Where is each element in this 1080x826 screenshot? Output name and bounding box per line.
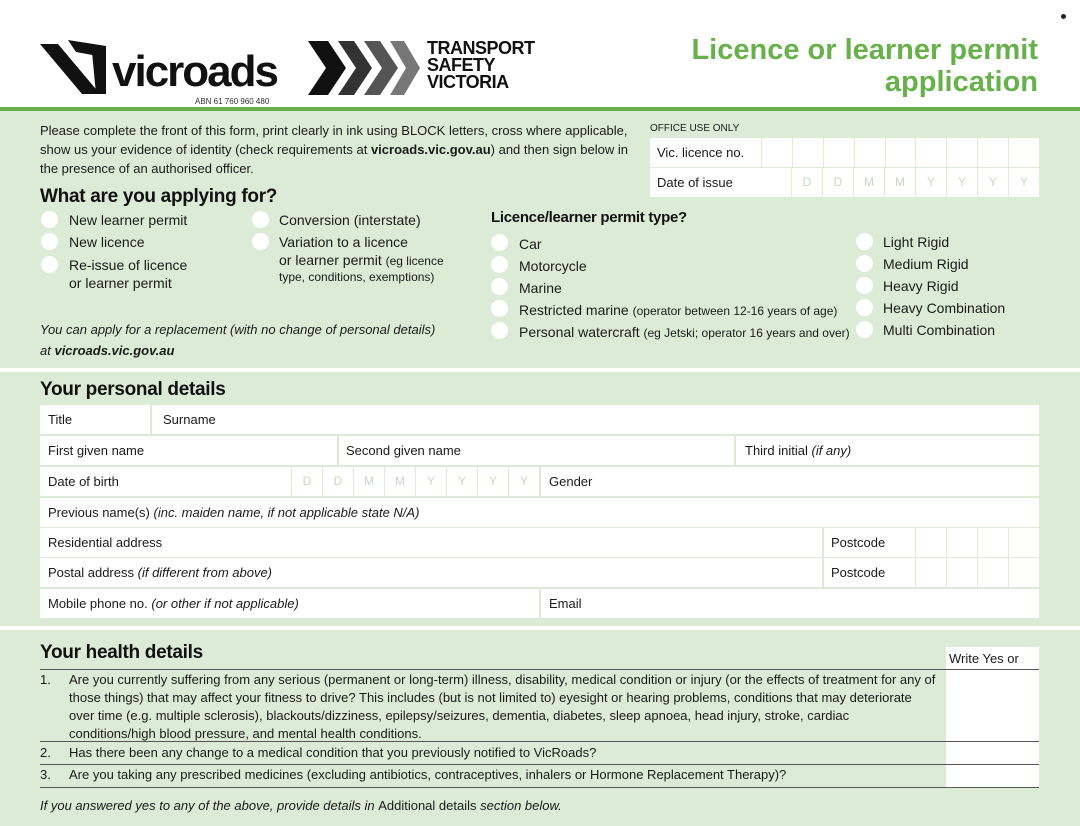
previous-names-field[interactable] (40, 498, 1035, 527)
question-number: 2. (40, 745, 51, 760)
postcode-digit-box[interactable] (915, 558, 946, 587)
third-initial-field[interactable] (737, 436, 1037, 465)
application-section (0, 111, 1080, 368)
postal-row (40, 558, 1039, 587)
question-number: 3. (40, 767, 51, 782)
option-label: Conversion (interstate) (279, 212, 421, 228)
question-text: Are you taking any prescribed medicines (excluding antibiotics, contraceptives, inhalers or Hormone Replacement Therapy)? (69, 767, 787, 782)
radio-heavy-combination[interactable] (856, 299, 873, 316)
postcode-digit-box[interactable] (915, 528, 946, 557)
licence-no-box[interactable] (916, 138, 947, 167)
gender-field[interactable]: Gender (549, 474, 593, 489)
mobile-note: (or other if not applicable) (151, 596, 299, 611)
previous-names-row (40, 498, 1039, 527)
footnote-text: section below. (476, 798, 562, 813)
applying-heading: What are you applying for? (40, 186, 278, 207)
dob-digit-box[interactable]: Y (508, 467, 539, 496)
option-note: type, conditions, exemptions) (279, 270, 435, 284)
yes-no-answer-column[interactable] (946, 670, 1039, 788)
licence-no-box[interactable] (947, 138, 978, 167)
field-divider (150, 405, 152, 434)
option-label: Variation to a licence (279, 234, 408, 250)
option-label: New learner permit (69, 212, 188, 228)
postcode-digit-box[interactable] (946, 528, 977, 557)
vicroads-logo-icon (40, 38, 110, 100)
option-label: Personal watercraft (519, 324, 640, 340)
radio-medium-rigid[interactable] (856, 255, 873, 272)
option-label: Heavy Rigid (883, 278, 959, 294)
date-digit-box[interactable]: Y (978, 168, 1009, 197)
personal-details-heading: Your personal details (40, 379, 226, 400)
date-digit-box[interactable]: D (792, 168, 823, 197)
option-label: or learner permit (69, 275, 172, 291)
option-note: (eg Jetski; operator 16 years and over) (643, 326, 850, 340)
residential-row (40, 528, 1039, 557)
radio-heavy-rigid[interactable] (856, 277, 873, 294)
licence-no-box[interactable] (824, 138, 855, 167)
dob-digit-box[interactable]: Y (477, 467, 508, 496)
abn-number: ABN 61 760 960 480 (195, 97, 270, 106)
postcode-digit-box[interactable] (946, 558, 977, 587)
option-label: Car (519, 236, 542, 252)
third-initial-note: (if any) (811, 443, 852, 458)
option-label: Re-issue of licence (69, 257, 188, 273)
option-label: New licence (69, 234, 145, 250)
radio-car[interactable] (491, 234, 508, 251)
website-link[interactable]: vicroads.vic.gov.au (370, 142, 491, 157)
postal-address-field[interactable] (40, 558, 822, 587)
option-label: Motorcycle (519, 258, 587, 274)
licence-no-box[interactable] (855, 138, 886, 167)
replacement-note: You can apply for a replacement (with no change of personal details) (40, 322, 436, 337)
dob-digit-box[interactable]: Y (446, 467, 477, 496)
date-digit-box[interactable]: D (823, 168, 854, 197)
question-divider (40, 787, 1039, 788)
option-label: Medium Rigid (883, 256, 969, 272)
question-number: 1. (40, 672, 51, 687)
replacement-note-link-line (40, 340, 174, 361)
option-label: Restricted marine (519, 302, 629, 318)
date-digit-box[interactable]: M (854, 168, 885, 197)
form-title-line: Licence or learner permit (691, 34, 1038, 66)
question-divider (40, 669, 1039, 670)
residential-address-field[interactable]: Residential address (48, 535, 163, 550)
transport-safety-victoria-wordmark (427, 40, 535, 91)
radio-conversion[interactable] (252, 211, 269, 228)
radio-restricted-marine[interactable] (491, 300, 508, 317)
postcode-digit-box[interactable] (977, 558, 1008, 587)
option-label: Marine (519, 280, 562, 296)
intro-text-part: ) and then sign below in the presence of an authorised officer. (40, 142, 628, 176)
date-digit-box[interactable]: M (885, 168, 916, 197)
radio-new-learner-permit[interactable] (41, 211, 58, 228)
tsv-line: SAFETY (427, 55, 496, 75)
office-licence-no-row (650, 138, 1039, 167)
first-name-field[interactable]: First given name (48, 443, 145, 458)
form-header (0, 0, 1080, 108)
field-divider (734, 436, 736, 465)
title-field[interactable]: Title (48, 412, 73, 427)
health-footnote (40, 798, 562, 813)
intro-text-part: Please complete the front of this form, print clearly in ink using BLOCK letters, cross where applicable, show us your evidence of identity (check requirements at (40, 123, 628, 157)
question-divider (40, 741, 1039, 742)
mobile-label: Mobile phone no. (48, 596, 148, 611)
licence-no-box[interactable] (886, 138, 917, 167)
radio-marine[interactable] (491, 278, 508, 295)
postcode-digit-box[interactable] (1008, 558, 1039, 587)
tsv-line: VICTORIA (427, 72, 509, 92)
dob-label: Date of birth (48, 474, 119, 489)
contact-row (40, 589, 1039, 618)
form-title-line: application (884, 66, 1038, 98)
licence-no-box[interactable] (793, 138, 824, 167)
residential-postcode-label: Postcode (831, 535, 886, 550)
postal-postcode-label: Postcode (831, 565, 886, 580)
question-text: Are you currently suffering from any serious (permanent or long-term) illness, disability, medical condition or injury (or the effects of treatment for any of those things) that may affect your fitness to drive? This includes (but is not limited to) eyesight or hearing problems, conditions that may deteriorate over time (e.g. multiple sclerosis), blackouts/dizziness, epilepsy/seizures, dementia, diabetes, sleep apnoea, head injury, stroke, cardiac conditions/high blood pressure, and mental health conditions. (69, 672, 936, 741)
office-date-row (650, 168, 1039, 197)
date-digit-box[interactable]: Y (916, 168, 947, 197)
radio-new-licence[interactable] (41, 233, 58, 250)
names-row (40, 436, 1039, 465)
email-field[interactable]: Email (549, 596, 582, 611)
previous-names-note: (inc. maiden name, if not applicable state N/A) (153, 505, 420, 520)
licence-no-box[interactable] (762, 138, 793, 167)
dob-digit-box[interactable]: D (291, 467, 322, 496)
mobile-field[interactable] (40, 589, 540, 618)
postal-address-note: (if different from above) (137, 565, 273, 580)
option-label: or learner permit (279, 252, 382, 268)
option-label (519, 323, 850, 342)
radio-variation[interactable] (252, 233, 269, 250)
replacement-at: at (40, 343, 55, 358)
title-surname-row (40, 405, 1039, 434)
date-digit-box[interactable]: Y (947, 168, 978, 197)
footnote-text: If you answered yes to any of the above, provide details in (40, 798, 379, 813)
corner-dot (1061, 14, 1066, 19)
dob-gender-row (40, 467, 1039, 496)
option-note: (operator between 12-16 years of age) (632, 304, 838, 318)
dob-digit-box[interactable]: D (322, 467, 353, 496)
previous-names-label: Previous name(s) (48, 505, 150, 520)
licence-type-heading: Licence/learner permit type? (491, 209, 687, 226)
vicroads-wordmark: vicroads (112, 47, 277, 96)
option-label: Heavy Combination (883, 300, 1006, 316)
form-title (691, 34, 1038, 98)
radio-reissue[interactable] (41, 256, 58, 273)
question-text: Has there been any change to a medical condition that you previously notified to VicRoads? (69, 745, 597, 760)
footnote-section-name: Additional details (378, 798, 477, 813)
licence-no-box[interactable] (978, 138, 1009, 167)
health-details-heading: Your health details (40, 642, 203, 663)
postcode-digit-box[interactable] (1008, 528, 1039, 557)
personal-details-section (0, 372, 1080, 626)
postcode-digit-box[interactable] (977, 528, 1008, 557)
office-licence-no-label: Vic. licence no. (650, 138, 762, 167)
surname-field[interactable]: Surname (163, 412, 216, 427)
yes-no-column-label: Write Yes or (946, 647, 1039, 669)
date-digit-box[interactable]: Y (1019, 175, 1028, 189)
third-initial-label: Third initial (745, 443, 808, 458)
radio-multi-combination[interactable] (856, 321, 873, 338)
office-date-label: Date of issue (650, 168, 792, 197)
radio-motorcycle[interactable] (491, 256, 508, 273)
licence-no-box[interactable] (1009, 138, 1039, 167)
tsv-line: TRANSPORT (427, 38, 535, 58)
intro-text (40, 121, 630, 178)
question-divider (40, 764, 1039, 765)
dob-digit-box[interactable]: M (353, 467, 384, 496)
transport-safety-victoria-logo-icon (308, 41, 420, 95)
option-label: Light Rigid (883, 234, 950, 250)
office-use-label: OFFICE USE ONLY (650, 123, 740, 134)
option-label (519, 301, 837, 320)
option-label: Multi Combination (883, 322, 996, 338)
radio-light-rigid[interactable] (856, 233, 873, 250)
health-details-section (0, 630, 1080, 826)
postal-address-label: Postal address (48, 565, 134, 580)
dob-digit-box[interactable]: Y (415, 467, 446, 496)
dob-digit-box[interactable]: M (384, 467, 415, 496)
option-note: (eg licence (385, 254, 444, 268)
website-link[interactable]: vicroads.vic.gov.au (54, 343, 175, 358)
second-name-field[interactable]: Second given name (346, 443, 461, 458)
radio-personal-watercraft[interactable] (491, 322, 508, 339)
